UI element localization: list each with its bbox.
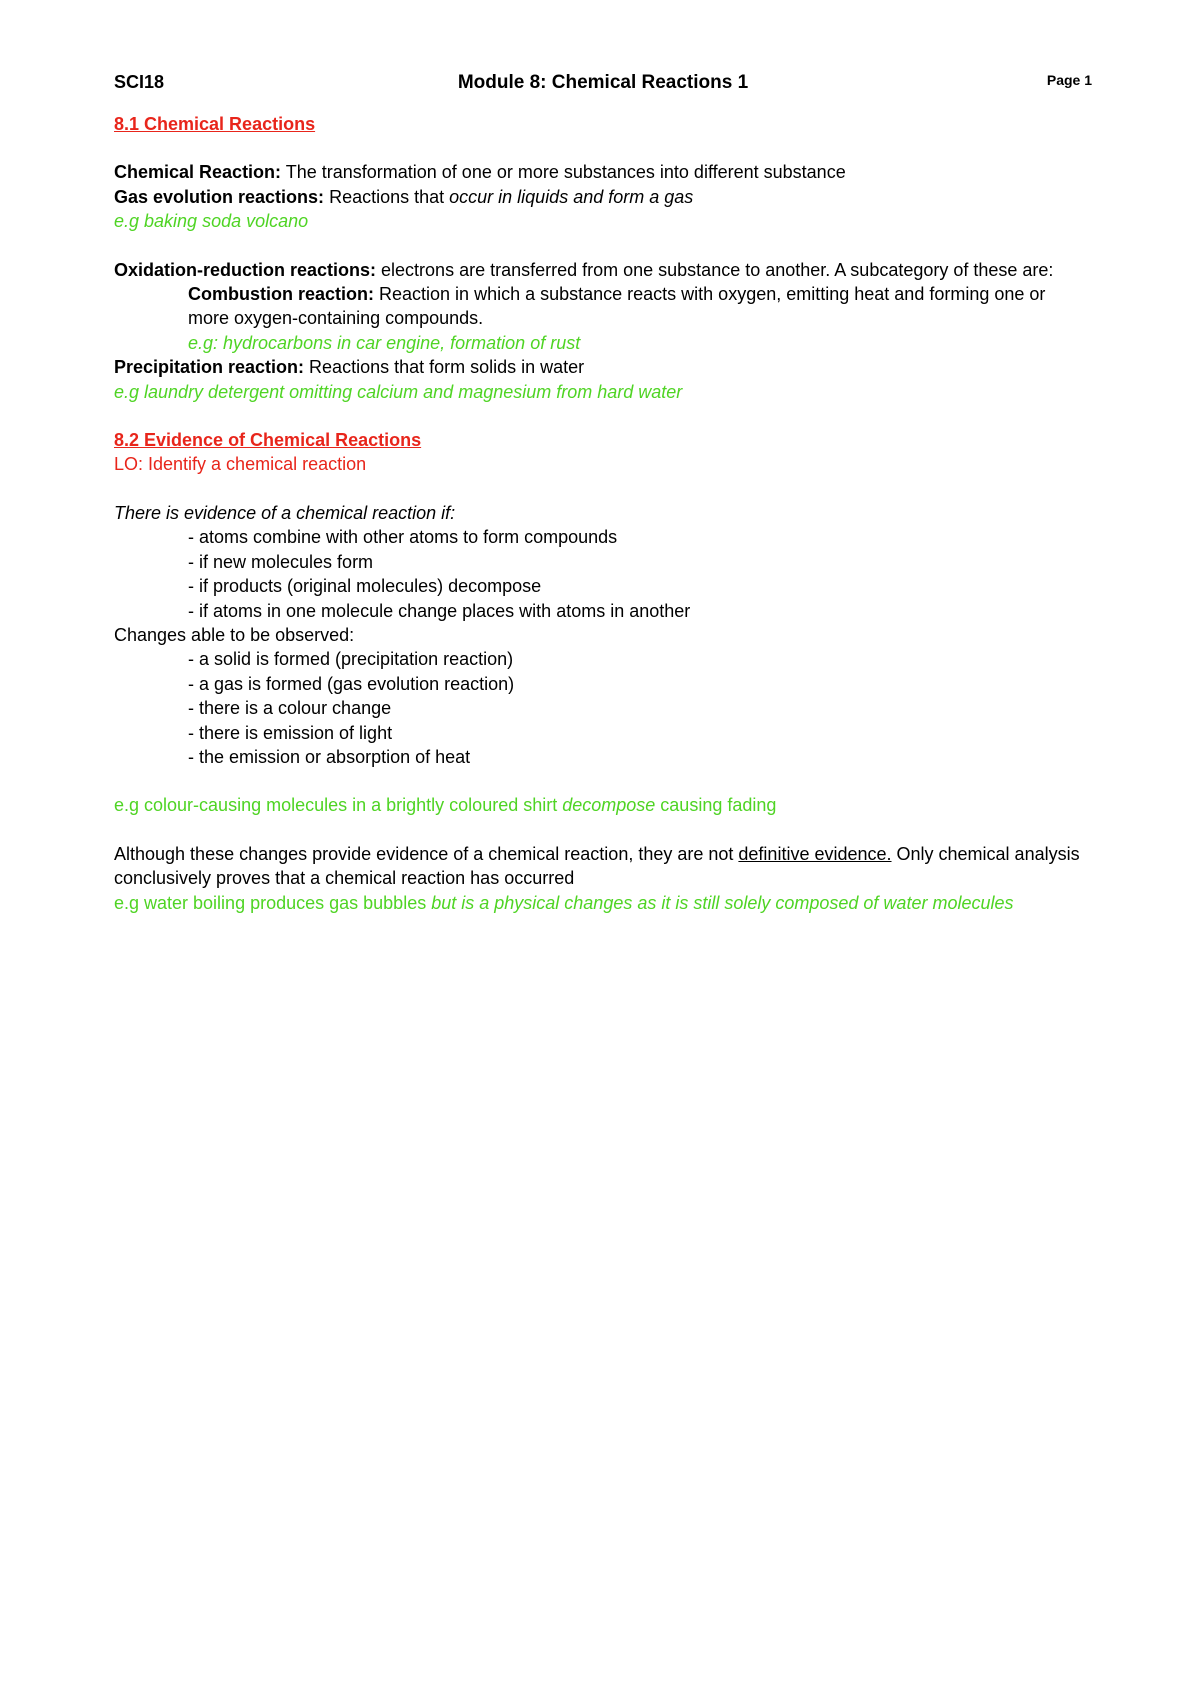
observed-intro: Changes able to be observed:	[114, 624, 355, 645]
definition-precipitation	[114, 355, 1092, 379]
course-code: SCI18	[114, 72, 165, 92]
term: Gas evolution reactions:	[114, 186, 325, 207]
paragraph-text: Although these changes provide evidence of a chemical reaction, they are not	[114, 843, 739, 864]
example-text: e.g water boiling produces gas bubbles	[114, 892, 432, 913]
paragraph-although	[114, 842, 1092, 891]
learning-objective: LO: Identify a chemical reaction	[114, 454, 367, 475]
observed-item: - the emission or absorption of heat	[188, 746, 471, 767]
evidence-intro: There is evidence of a chemical reaction if:	[114, 502, 456, 523]
evidence-item: - if atoms in one molecule change places with atoms in another	[188, 600, 691, 621]
term: Oxidation-reduction reactions:	[114, 259, 377, 280]
evidence-item: - atoms combine with other atoms to form compounds	[188, 527, 618, 548]
observed-item: - a solid is formed (precipitation reaction)	[188, 649, 514, 670]
definition-combustion	[114, 282, 1092, 331]
example-precipitation: e.g laundry detergent omitting calcium and magnesium from hard water	[114, 381, 683, 402]
definition-chemical-reaction	[114, 160, 1092, 184]
term: Precipitation reaction:	[114, 357, 305, 378]
observed-item: - a gas is formed (gas evolution reaction)	[188, 673, 515, 694]
definition: electrons are transferred from one substance to another. A subcategory of these are:	[376, 259, 1054, 280]
module-title: Module 8: Chemical Reactions 1	[457, 72, 749, 93]
example-baking-soda: e.g baking soda volcano	[114, 211, 309, 232]
example-text: causing fading	[655, 795, 777, 816]
example-fading	[114, 793, 1092, 817]
definition-redox	[114, 258, 1092, 282]
example-water-boiling	[114, 891, 1092, 915]
definition: The transformation of one or more substances into different substance	[281, 162, 846, 183]
example-emphasis: decompose	[562, 795, 656, 816]
evidence-item: - if products (original molecules) decompose	[188, 576, 542, 597]
term: Chemical Reaction:	[114, 162, 282, 183]
definition-gas-evolution	[114, 185, 1092, 209]
definition-emphasis: occur in liquids and form a gas	[449, 186, 694, 207]
page-number: Page 1	[1046, 72, 1092, 88]
definition: Reactions that form solids in water	[304, 357, 585, 378]
page-header	[114, 72, 1092, 98]
example-emphasis: but is a physical changes as it is still solely composed of water molecules	[431, 892, 1014, 913]
evidence-item: - if new molecules form	[188, 551, 374, 572]
section-heading-8-1: 8.1 Chemical Reactions	[114, 114, 316, 134]
page-content	[114, 112, 1092, 915]
observed-item: - there is a colour change	[188, 698, 392, 719]
observed-item: - there is emission of light	[188, 722, 393, 743]
term: Combustion reaction:	[188, 284, 375, 305]
underlined-text: definitive evidence.	[738, 843, 892, 864]
paragraph-text: Only chemical analysis conclusively proves that a chemical reaction has occurred	[114, 843, 1080, 889]
section-heading-8-2: 8.2 Evidence of Chemical Reactions	[114, 430, 422, 451]
definition: Reactions that	[324, 186, 450, 207]
definition: Reaction in which a substance reacts with oxygen, emitting heat and forming one or more oxygen-containing compounds.	[188, 284, 1046, 329]
example-combustion: e.g: hydrocarbons in car engine, formation of rust	[188, 332, 581, 353]
example-text: e.g colour-causing molecules in a brightly coloured shirt	[114, 795, 563, 816]
